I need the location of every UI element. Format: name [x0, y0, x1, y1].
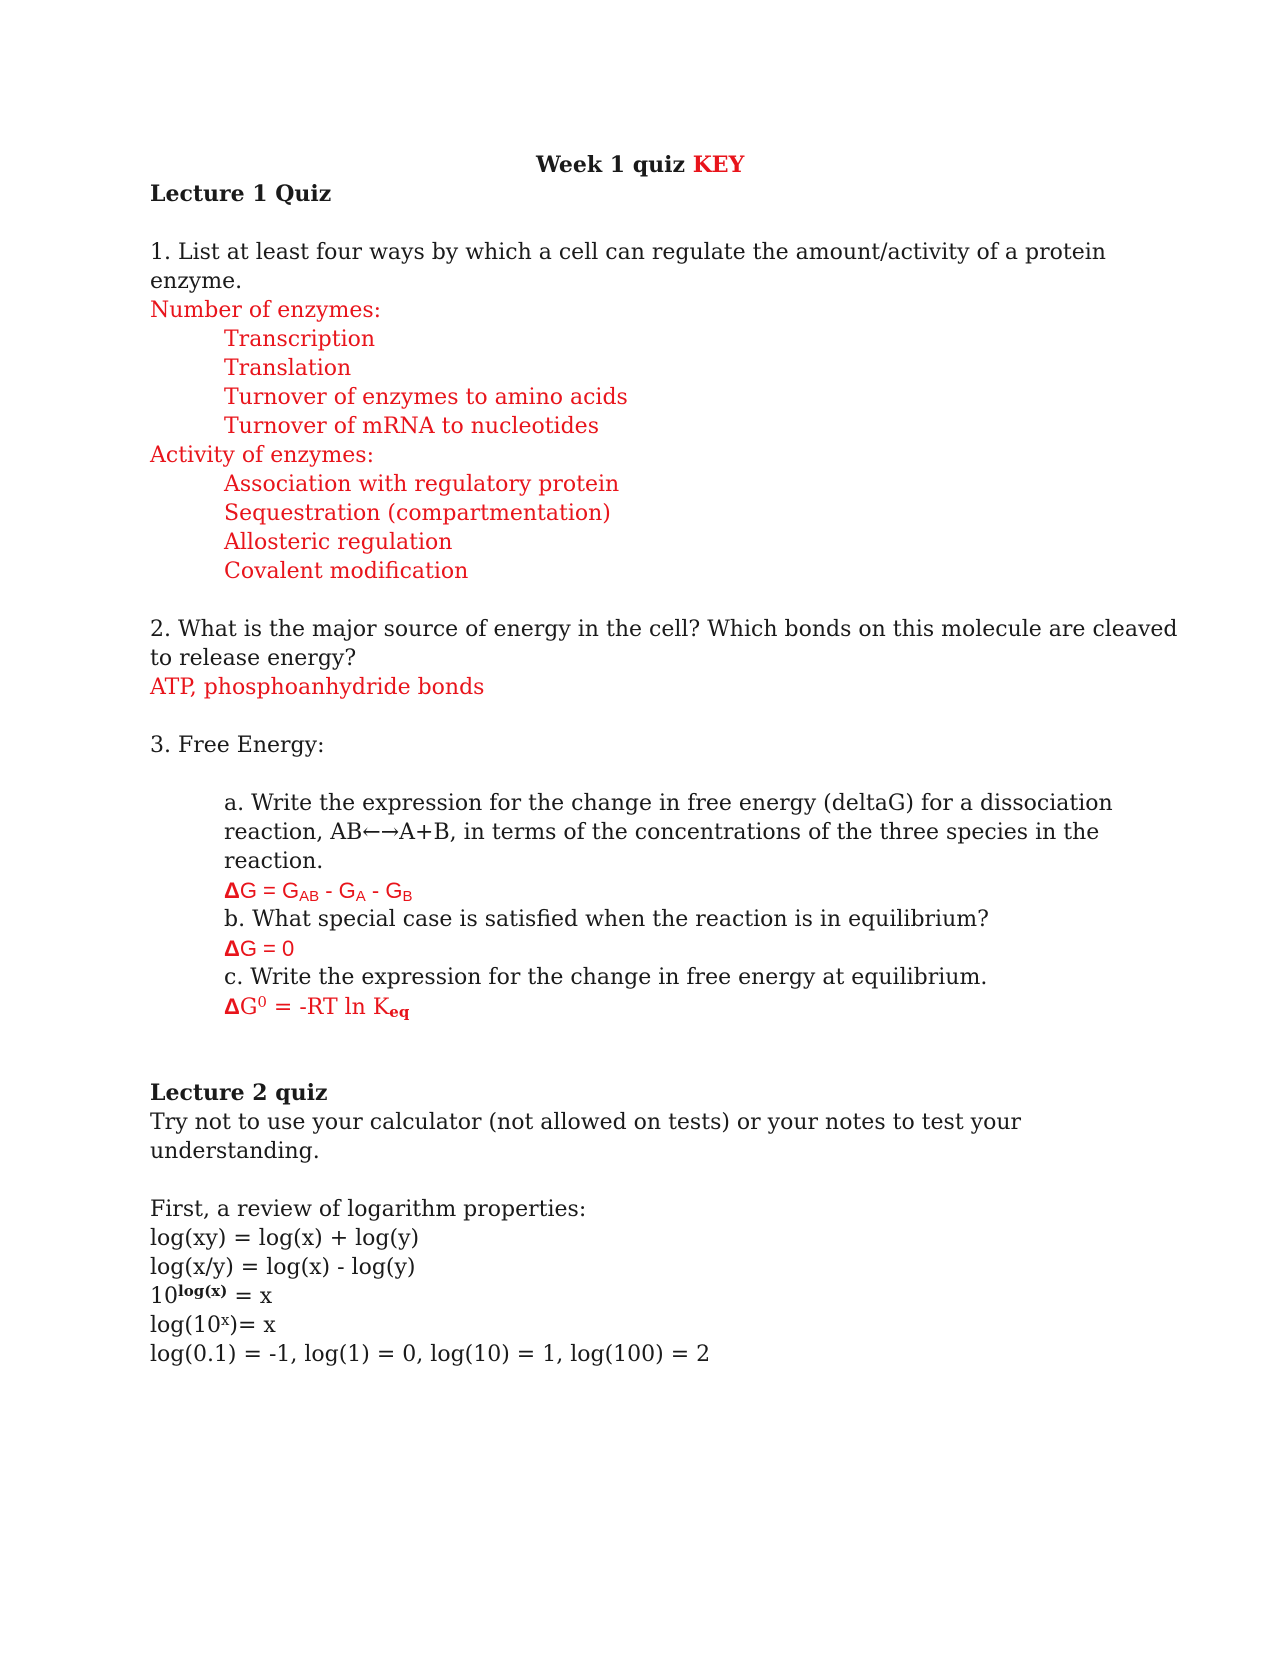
- q3b-question: b. What special case is satisfied when the reaction is in equilibrium?: [224, 907, 989, 932]
- lecture2-intro-line2: understanding.: [150, 1139, 320, 1164]
- q1-number-label: Number of enzymes:: [150, 298, 382, 323]
- lecture2-heading: Lecture 2 quiz: [150, 1080, 328, 1106]
- log-property: log(xy) = log(x) + log(y): [150, 1226, 420, 1251]
- title-key: KEY: [692, 152, 745, 178]
- log-review-label: First, a review of logarithm properties:: [150, 1197, 587, 1222]
- q3-prompt: 3. Free Energy:: [150, 733, 325, 758]
- q1-activity-item: Association with regulatory protein: [224, 472, 620, 497]
- q1-number-item: Translation: [224, 356, 352, 381]
- q2-answer: ATP, phosphoanhydride bonds: [150, 675, 485, 700]
- lecture1-heading: Lecture 1 Quiz: [150, 181, 332, 207]
- q3c-answer: $\Delta G^0 = -RT$ $\ln K_{eq}$: [224, 993, 410, 1021]
- title-main: Week 1 quiz: [536, 152, 686, 178]
- log-property: log(x/y) = log(x) - log(y): [150, 1255, 416, 1280]
- q1-activity-item: Covalent modification: [224, 559, 469, 584]
- q2-text-line1: 2. What is the major source of energy in the cell? Which bonds on this molecule are cleaved: [150, 617, 1178, 642]
- delta-symbol: Δ: [224, 878, 240, 903]
- q3a-text-line1: a. Write the expression for the change in free energy (deltaG) for a dissociation: [224, 791, 1113, 816]
- document-title: [536, 151, 744, 180]
- q1-activity-item: Allosteric regulation: [224, 530, 453, 555]
- q1-text-line2: enzyme.: [150, 269, 243, 294]
- log-property: log(0.1) = -1, log(1) = 0, log(10) = 1, log(100) = 2: [150, 1342, 711, 1367]
- q1-activity-label: Activity of enzymes:: [150, 443, 374, 468]
- q1-text-line1: 1. List at least four ways by which a cell can regulate the amount/activity of a protein: [150, 240, 1106, 265]
- lecture2-intro-line1: Try not to use your calculator (not allowed on tests) or your notes to test your: [150, 1110, 1022, 1135]
- q3b-answer: ΔG = 0: [224, 936, 295, 961]
- log-property: $10^{log(x)} = x$: [150, 1282, 273, 1309]
- q1-number-item: Turnover of mRNA to nucleotides: [224, 414, 599, 439]
- q1-activity-item: Sequestration (compartmentation): [224, 501, 611, 526]
- q3c-question: c. Write the expression for the change in free energy at equilibrium.: [224, 965, 988, 990]
- q3a-text-line2: reaction, AB←→A+B, in terms of the concentrations of the three species in the: [224, 820, 1100, 845]
- q3a-answer: $\Delta G = G_{AB} - G_A - G_B$: [224, 878, 413, 905]
- q1-number-item: Transcription: [224, 327, 376, 352]
- q2-text-line2: to release energy?: [150, 646, 357, 671]
- log-property: $\log(10^x)= x$: [150, 1311, 276, 1338]
- q1-number-item: Turnover of enzymes to amino acids: [224, 385, 628, 410]
- q3a-text-line3: reaction.: [224, 849, 324, 874]
- delta-symbol: Δ: [224, 936, 240, 961]
- delta-symbol: Δ: [224, 994, 240, 1019]
